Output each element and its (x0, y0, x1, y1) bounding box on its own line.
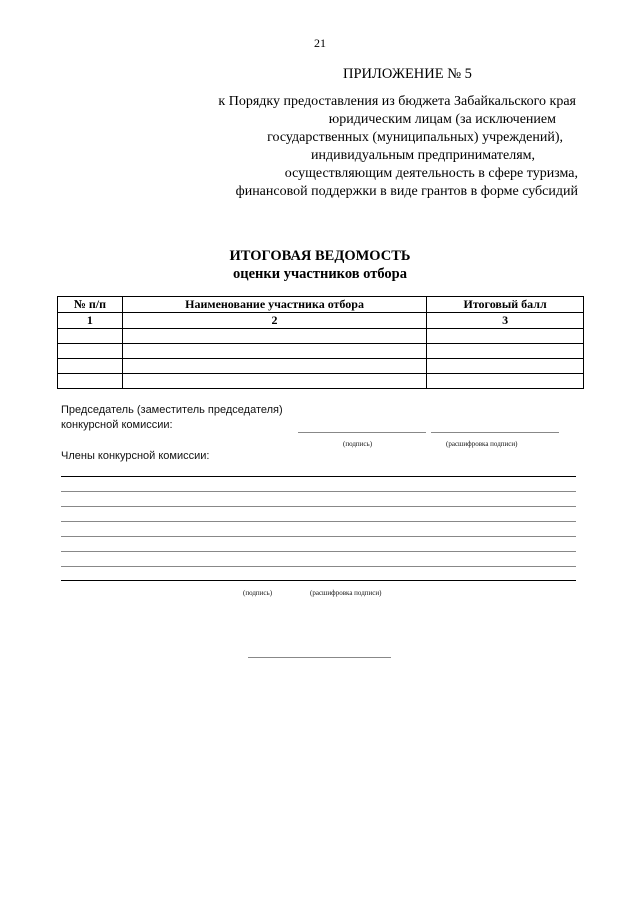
subtitle-line: финансовой поддержки в виде грантов в форме субсидий (235, 184, 578, 199)
header-cell: № п/п (58, 297, 123, 313)
title-line-1: ИТОГОВАЯ ВЕДОМОСТЬ (229, 248, 411, 264)
chair-decode-line[interactable] (431, 432, 559, 433)
number-cell: 1 (58, 313, 123, 329)
member-line[interactable] (61, 580, 576, 581)
number-cell: 3 (427, 313, 584, 329)
table-row (58, 344, 584, 359)
member-line[interactable] (61, 551, 576, 552)
member-line[interactable] (61, 536, 576, 537)
chair-label-line-2: конкурсной комиссии: (61, 419, 173, 431)
member-line[interactable] (61, 491, 576, 492)
subtitle-line: государственных (муниципальных) учреждений), (267, 130, 563, 145)
header-cell: Наименование участника отбора (122, 297, 426, 313)
number-cell: 2 (122, 313, 426, 329)
appendix-subtitle (158, 93, 578, 201)
page-number: 21 (314, 36, 326, 50)
members-decode-caption: (расшифровка подписи) (310, 589, 382, 597)
results-table (57, 296, 584, 389)
members-label: Члены конкурсной комиссии: (61, 450, 210, 462)
subtitle-line: индивидуальным предпринимателям, (311, 148, 535, 163)
table-number-row (58, 313, 584, 329)
closing-divider (248, 657, 391, 658)
chair-label-line-1: Председатель (заместитель председателя) (61, 404, 283, 416)
header-cell: Итоговый балл (427, 297, 584, 313)
chair-signature-line[interactable] (298, 432, 426, 433)
member-line[interactable] (61, 506, 576, 507)
table-row (58, 329, 584, 344)
appendix-heading: ПРИЛОЖЕНИЕ № 5 (343, 66, 472, 82)
chair-signature-caption: (подпись) (343, 440, 373, 448)
table-header-row (58, 297, 584, 313)
chair-decode-caption: (расшифровка подписи) (446, 440, 518, 448)
member-line[interactable] (61, 566, 576, 567)
subtitle-line: юридическим лицам (за исключением (328, 112, 556, 127)
member-line[interactable] (61, 521, 576, 522)
title-line-2: оценки участников отбора (233, 266, 407, 282)
document-title (0, 247, 640, 283)
table-row (58, 374, 584, 389)
members-signature-caption: (подпись) (243, 589, 273, 597)
table-row (58, 359, 584, 374)
subtitle-line: осуществляющим деятельность в сфере туризма, (284, 166, 578, 181)
subtitle-line: к Порядку предоставления из бюджета Забайкальского края (218, 94, 576, 109)
member-line[interactable] (61, 476, 576, 477)
